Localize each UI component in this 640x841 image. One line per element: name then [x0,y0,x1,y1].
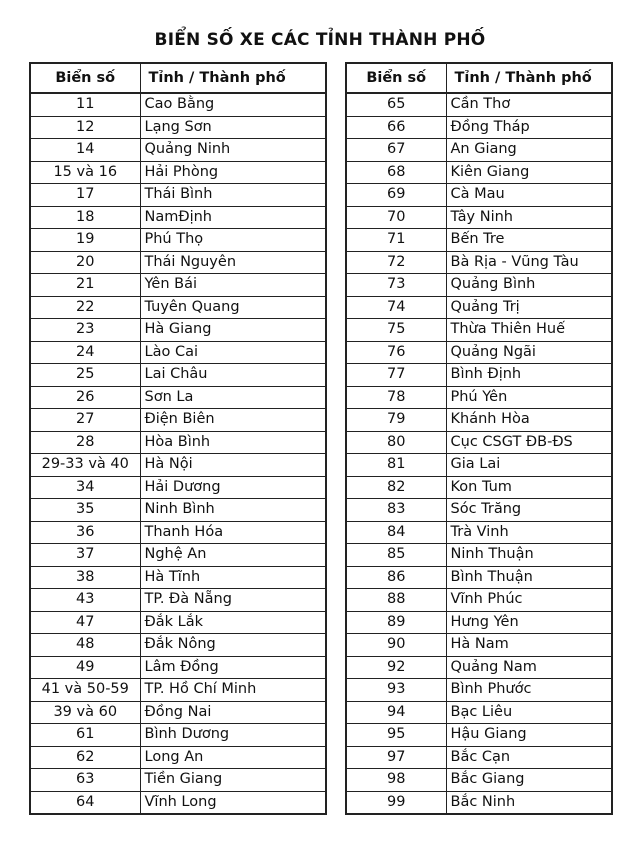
table-row [346,431,612,454]
table-row [30,679,326,702]
table-row [346,611,612,634]
table-row [346,206,612,229]
plate-code-cell: 98 [346,769,446,792]
province-name-cell: Lạng Sơn [140,116,326,139]
table-row [346,116,612,139]
page-title: BIỂN SỐ XE CÁC TỈNH THÀNH PHỐ [154,30,486,50]
plate-code-cell: 72 [346,251,446,274]
table-row [346,184,612,207]
province-name-cell: Lào Cai [140,341,326,364]
plate-code-cell: 43 [30,589,140,612]
plate-code-cell: 12 [30,116,140,139]
province-name-cell: Quảng Ngãi [446,341,612,364]
plate-code-cell: 95 [346,724,446,747]
table-row [346,161,612,184]
plate-table-right [345,62,613,815]
plate-code-cell: 71 [346,229,446,252]
province-name-cell: Vĩnh Long [140,791,326,814]
table-row [346,769,612,792]
table-row [346,499,612,522]
table-row [30,93,326,116]
table-row [30,364,326,387]
table-row [30,769,326,792]
table-row [30,431,326,454]
table-row [346,746,612,769]
plate-code-cell: 81 [346,454,446,477]
table-row [30,161,326,184]
plate-code-cell: 92 [346,656,446,679]
table-row [30,746,326,769]
table-row [346,93,612,116]
plate-code-cell: 15 và 16 [30,161,140,184]
plate-code-cell: 47 [30,611,140,634]
table-row [30,454,326,477]
table-row [30,701,326,724]
province-name-cell: Ninh Bình [140,499,326,522]
plate-code-cell: 28 [30,431,140,454]
province-name-cell: Sóc Trăng [446,499,612,522]
plate-code-cell: 78 [346,386,446,409]
province-name-cell: Bình Thuận [446,566,612,589]
plate-code-cell: 17 [30,184,140,207]
table-row [346,386,612,409]
table-header-row [30,63,326,93]
plate-code-cell: 49 [30,656,140,679]
province-name-cell: Hà Giang [140,319,326,342]
plate-code-cell: 99 [346,791,446,814]
table-row [30,634,326,657]
plate-code-cell: 82 [346,476,446,499]
column-header-province: Tỉnh / Thành phố [446,63,612,93]
plate-code-cell: 68 [346,161,446,184]
plate-code-cell: 88 [346,589,446,612]
plate-code-cell: 84 [346,521,446,544]
plate-code-cell: 97 [346,746,446,769]
plate-table-left [29,62,327,815]
table-row [30,521,326,544]
province-name-cell: Vĩnh Phúc [446,589,612,612]
table-row [30,229,326,252]
table-row [346,274,612,297]
province-name-cell: An Giang [446,139,612,162]
plate-code-cell: 61 [30,724,140,747]
plate-code-cell: 74 [346,296,446,319]
plate-code-cell: 79 [346,409,446,432]
plate-code-cell: 25 [30,364,140,387]
table-row [30,206,326,229]
province-name-cell: Cục CSGT ĐB-ĐS [446,431,612,454]
plate-code-cell: 36 [30,521,140,544]
province-name-cell: Đồng Tháp [446,116,612,139]
province-name-cell: Bình Định [446,364,612,387]
province-name-cell: Tuyên Quang [140,296,326,319]
table-row [346,409,612,432]
province-name-cell: Trà Vinh [446,521,612,544]
province-name-cell: Phú Thọ [140,229,326,252]
table-row [30,589,326,612]
column-header-province: Tỉnh / Thành phố [140,63,326,93]
table-row [30,139,326,162]
province-name-cell: Khánh Hòa [446,409,612,432]
plate-code-cell: 35 [30,499,140,522]
province-name-cell: Yên Bái [140,274,326,297]
table-row [30,386,326,409]
table-row [346,589,612,612]
province-name-cell: Hà Nam [446,634,612,657]
province-name-cell: Bà Rịa - Vũng Tàu [446,251,612,274]
province-name-cell: Cao Bằng [140,93,326,116]
plate-code-cell: 90 [346,634,446,657]
table-row [346,701,612,724]
province-name-cell: Sơn La [140,386,326,409]
table-row [30,319,326,342]
province-name-cell: Bến Tre [446,229,612,252]
table-row [346,139,612,162]
table-row [30,476,326,499]
plate-code-cell: 29-33 và 40 [30,454,140,477]
province-name-cell: Kiên Giang [446,161,612,184]
province-name-cell: Cần Thơ [446,93,612,116]
plate-code-cell: 63 [30,769,140,792]
plate-code-cell: 19 [30,229,140,252]
table-row [346,566,612,589]
plate-code-cell: 34 [30,476,140,499]
province-name-cell: Hải Phòng [140,161,326,184]
province-name-cell: Gia Lai [446,454,612,477]
plate-code-cell: 11 [30,93,140,116]
province-name-cell: Quảng Bình [446,274,612,297]
province-name-cell: Quảng Ninh [140,139,326,162]
table-row [346,679,612,702]
province-name-cell: Hà Nội [140,454,326,477]
plate-code-cell: 94 [346,701,446,724]
plate-code-cell: 65 [346,93,446,116]
province-name-cell: TP. Hồ Chí Minh [140,679,326,702]
plate-code-cell: 41 và 50-59 [30,679,140,702]
plate-code-cell: 37 [30,544,140,567]
province-name-cell: Tây Ninh [446,206,612,229]
plate-code-cell: 86 [346,566,446,589]
plate-code-cell: 69 [346,184,446,207]
province-name-cell: Hậu Giang [446,724,612,747]
table-row [346,544,612,567]
plate-code-cell: 85 [346,544,446,567]
plate-code-cell: 48 [30,634,140,657]
province-name-cell: Bình Dương [140,724,326,747]
province-name-cell: Quảng Trị [446,296,612,319]
table-header-row [346,63,612,93]
table-row [30,341,326,364]
province-name-cell: Thừa Thiên Huế [446,319,612,342]
table-row [346,454,612,477]
plate-code-cell: 14 [30,139,140,162]
table-row [30,611,326,634]
plate-code-cell: 83 [346,499,446,522]
province-name-cell: Thanh Hóa [140,521,326,544]
province-name-cell: Đắk Nông [140,634,326,657]
province-name-cell: NamĐịnh [140,206,326,229]
table-row [346,724,612,747]
plate-code-cell: 22 [30,296,140,319]
province-name-cell: Kon Tum [446,476,612,499]
province-name-cell: Long An [140,746,326,769]
table-row [30,656,326,679]
plate-code-cell: 23 [30,319,140,342]
plate-code-cell: 66 [346,116,446,139]
province-name-cell: Bắc Ninh [446,791,612,814]
plate-code-cell: 77 [346,364,446,387]
plate-code-cell: 75 [346,319,446,342]
province-name-cell: Thái Nguyên [140,251,326,274]
plate-code-cell: 62 [30,746,140,769]
province-name-cell: Nghệ An [140,544,326,567]
table-row [346,364,612,387]
table-row [30,409,326,432]
table-row [346,634,612,657]
plate-code-cell: 67 [346,139,446,162]
table-row [30,116,326,139]
province-name-cell: Quảng Nam [446,656,612,679]
province-name-cell: Đồng Nai [140,701,326,724]
table-row [30,274,326,297]
table-row [346,791,612,814]
plate-code-cell: 38 [30,566,140,589]
province-name-cell: Ninh Thuận [446,544,612,567]
plate-code-cell: 64 [30,791,140,814]
plate-code-cell: 89 [346,611,446,634]
table-row [346,251,612,274]
province-name-cell: Điện Biên [140,409,326,432]
plate-code-cell: 93 [346,679,446,702]
table-row [30,499,326,522]
plate-code-cell: 21 [30,274,140,297]
table-row [346,296,612,319]
plate-code-cell: 18 [30,206,140,229]
province-name-cell: Lai Châu [140,364,326,387]
province-name-cell: Lâm Đồng [140,656,326,679]
plate-code-cell: 20 [30,251,140,274]
plate-code-cell: 73 [346,274,446,297]
table-row [346,319,612,342]
province-name-cell: Hòa Bình [140,431,326,454]
plate-code-cell: 76 [346,341,446,364]
table-row [30,566,326,589]
table-row [30,791,326,814]
plate-code-cell: 27 [30,409,140,432]
table-row [346,229,612,252]
province-name-cell: Phú Yên [446,386,612,409]
province-name-cell: Cà Mau [446,184,612,207]
province-name-cell: Hà Tĩnh [140,566,326,589]
plate-code-cell: 80 [346,431,446,454]
plate-code-cell: 39 và 60 [30,701,140,724]
plate-code-cell: 26 [30,386,140,409]
province-name-cell: Hưng Yên [446,611,612,634]
table-row [346,656,612,679]
province-name-cell: Bình Phước [446,679,612,702]
province-name-cell: Bắc Giang [446,769,612,792]
column-header-code: Biển số [30,63,140,93]
table-row [30,296,326,319]
table-row [30,251,326,274]
plate-code-cell: 70 [346,206,446,229]
province-name-cell: TP. Đà Nẵng [140,589,326,612]
province-name-cell: Bạc Liêu [446,701,612,724]
plate-code-cell: 24 [30,341,140,364]
table-row [30,184,326,207]
province-name-cell: Thái Bình [140,184,326,207]
table-row [30,544,326,567]
province-name-cell: Đắk Lắk [140,611,326,634]
table-row [30,724,326,747]
table-row [346,476,612,499]
table-row [346,341,612,364]
province-name-cell: Tiền Giang [140,769,326,792]
province-name-cell: Bắc Cạn [446,746,612,769]
province-name-cell: Hải Dương [140,476,326,499]
column-header-code: Biển số [346,63,446,93]
table-row [346,521,612,544]
